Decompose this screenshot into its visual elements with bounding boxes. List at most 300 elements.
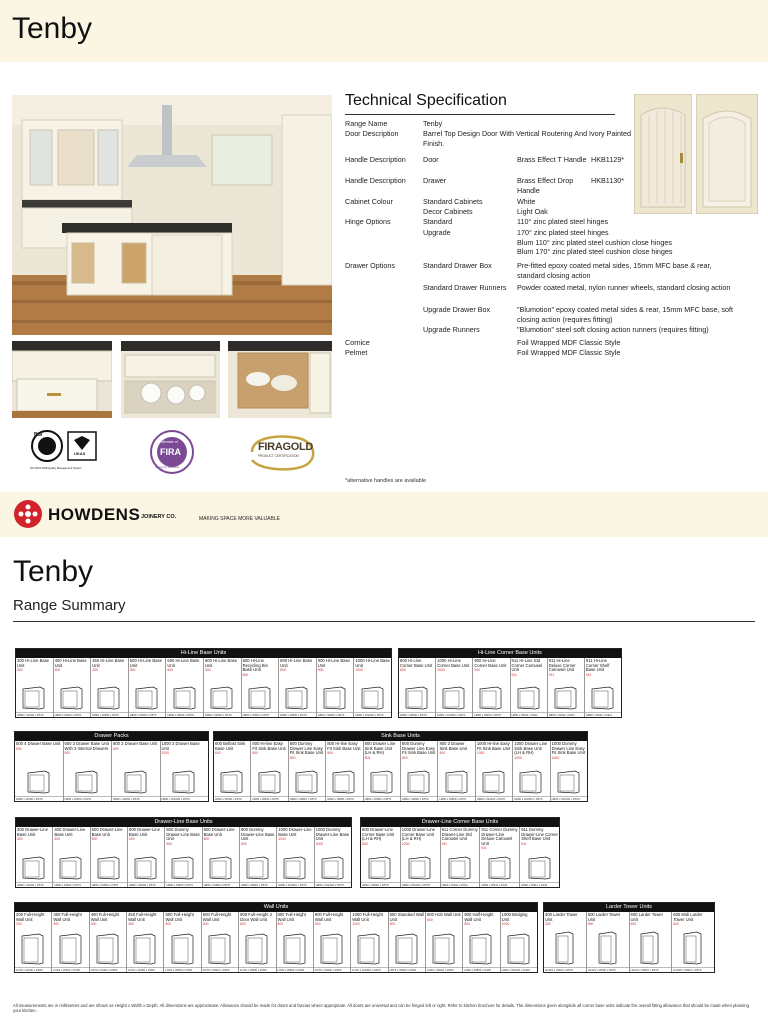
unit-dimensions: H720 x W900 x D300 [314, 967, 350, 972]
unit-cell [204, 658, 242, 717]
unit-code: 800 [277, 922, 284, 927]
spec-label-6: Hinge Options [345, 217, 391, 226]
unit-dimensions: H890 x W911 x D911 [511, 712, 547, 717]
unit-name: 1000 Drawer Line Sink Base Unit (LH & RH) [514, 741, 548, 756]
unit-cell [242, 658, 280, 717]
unit-name: 600 3 Drawer Base Unit With 3 Internal Drawers [64, 741, 109, 751]
unit-drawing [210, 686, 234, 710]
unit-code: 900 [474, 668, 481, 673]
unit-code: 800 [439, 751, 446, 756]
unit-code: 600 [252, 751, 259, 756]
unit-code: 1000 [315, 841, 324, 846]
unit-name: 800 2 Drawer Base Unit [113, 741, 158, 746]
brand-sub: JOINERY CO. [141, 514, 177, 520]
unit-dimensions: H890 x W1000 x D570 [513, 796, 549, 801]
spec-col3-5: Light Oak [517, 207, 548, 216]
unit-drawing [469, 933, 493, 965]
fira-label: FIRA [160, 447, 181, 457]
spec-title: Technical Specification [345, 92, 507, 109]
unit-cell [90, 912, 127, 972]
unit-cell [128, 827, 165, 887]
group-2 [14, 731, 209, 802]
unit-dimensions: H890 x W800 x D570 [364, 796, 400, 801]
unit-code: 600 [673, 922, 679, 927]
unit-name: 600 Hi-Line Recycling Bin Base Unit [242, 658, 268, 673]
unit-name: 800 Dummy Drawer Line Easy Fit Sink Base Unit [289, 741, 324, 756]
unit-drawing [479, 686, 503, 710]
unit-dimensions: H890 x W500 x D570 [129, 712, 166, 717]
unit-cell [161, 741, 209, 801]
unit-cell [476, 741, 513, 801]
unit-name: 1000 Bridging Unit [501, 912, 528, 922]
unit-drawing [361, 686, 385, 710]
drawer-photo-1 [12, 341, 112, 418]
unit-code: 400 [54, 668, 61, 673]
unit-cell [436, 658, 473, 717]
unit-code: 1000 [161, 751, 170, 756]
unit-cell [16, 658, 54, 717]
unit-cell [426, 912, 463, 972]
unit-drawing [283, 856, 307, 880]
spec-col3-8: Pre-fitted epoxy coated metal sides, 15mm MFC base & rear, standard closing action [517, 261, 712, 280]
unit-dimensions: H890 x W800 x D570 [203, 882, 239, 887]
spec-col3-3: Brass Effect Drop Handle [517, 176, 574, 195]
group-title: Drawer-Line Base Units [16, 818, 351, 827]
spec-label-1: Door Description [345, 129, 399, 138]
unit-dimensions: H720 x W800 x D300 [277, 967, 313, 972]
unit-cell [438, 741, 475, 801]
spec-col2-5: Decor Cabinets [423, 207, 473, 216]
unit-cell [239, 912, 276, 972]
unit-cell [91, 658, 129, 717]
unit-code: 800 [280, 668, 286, 673]
unit-code: 1000 [501, 922, 510, 927]
unit-code: 800 [327, 751, 333, 756]
fira-member-label: Member of [161, 440, 178, 444]
unit-cell [166, 658, 204, 717]
unit-dimensions: H890 x W800 x D570 [361, 882, 400, 887]
unit-cell [544, 912, 587, 972]
unit-cell [127, 912, 164, 972]
unit-dimensions: H720 x W600 x D300 [202, 967, 238, 972]
unit-drawing [22, 686, 46, 710]
unit-code: 1000 [352, 922, 360, 927]
unit-code: 600 [204, 668, 211, 673]
group-5 [360, 817, 560, 888]
unit-code: 800 [362, 841, 368, 846]
bsi-label: BSI [34, 432, 43, 438]
unit-name: 600 Hi-line Easy Fit Sink Base Unit [252, 741, 286, 751]
unit-dimensions: H360 x W600 x D300 [426, 967, 462, 972]
unit-drawing [591, 686, 615, 710]
unit-name: 800 Dummy Drawer-Line Base Unit [240, 827, 275, 842]
unit-name: 300 Drawer-Line Base Unit [17, 827, 48, 837]
unit-name: 600 Larder Tower Unit [630, 912, 664, 922]
unit-cell [64, 741, 113, 801]
unit-name: 500 4 Drawer Base Unit [16, 741, 61, 746]
unit-name: 911 Hi-Line Std Corner Carousel Unit [511, 658, 543, 673]
spec-label-8: Drawer Options [345, 261, 395, 270]
unit-drawing [135, 686, 159, 710]
unit-code: 600 [202, 922, 209, 927]
unit-dimensions: H720 x W800 x D300 [239, 967, 275, 972]
group-title: Wall Units [15, 903, 537, 912]
unit-drawing [97, 856, 121, 880]
unit-cell [441, 827, 481, 887]
unit-cell [473, 658, 510, 717]
unit-drawing [246, 856, 270, 880]
unit-drawing [97, 686, 121, 710]
unit-dimensions: H360 x W800 x D300 [463, 967, 499, 972]
unit-code: 600 [167, 668, 174, 673]
unit-cell [165, 827, 202, 887]
unit-name: 800 Hi-Line Base Unit [280, 658, 313, 668]
spec-col2-9: Standard Drawer Runners [423, 283, 507, 292]
unit-dimensions: H890 x W900 x D570 [473, 712, 509, 717]
unit-name: 1000 Dummy Drawer Line Easy Fit Sink Base Unit [551, 741, 585, 756]
disclaimer: All measurements are in millimetres and are shown as Height x Width x Depth. All dimensions are approximate. Allowance should be made for doors and fascias where appropriate. All doors are universal and can be hinged left or right. Refer to kitchen brochure for details. The dimensions given alongside all corner base units indicate the overall fitting allowance that should be made when planning your kitchen. [13, 1003, 749, 1013]
unit-dimensions: H890 x W1000 x D570 [476, 796, 512, 801]
unit-name: 600 Hi-Line Base Unit [167, 658, 200, 668]
unit-name: 800 Full-Height Wall Unit [277, 912, 306, 922]
unit-dimensions: H2115 x W300 x D570 [544, 967, 586, 972]
firagold-logo [246, 430, 322, 474]
unit-cell [551, 741, 587, 801]
unit-dimensions: H890 x W1000 x D570 [354, 712, 391, 717]
unit-name: 1000 3 Drawer Base Unit [161, 741, 200, 751]
unit-code: 500 [166, 841, 172, 846]
unit-drawing [133, 933, 157, 965]
unit-cell [511, 658, 548, 717]
unit-dimensions: H890 x W300 x D570 [16, 712, 53, 717]
unit-dimensions: H890 x W911 x D911 [480, 882, 519, 887]
unit-dimensions: H890 x W1000 x D570 [551, 796, 587, 801]
unit-drawing [60, 686, 84, 710]
unit-code: 1000 [278, 837, 286, 842]
unit-dimensions: H890 x W450 x D570 [91, 712, 128, 717]
unit-dimensions: H890 x W911 x D911 [548, 712, 584, 717]
unit-cell [54, 658, 92, 717]
unit-code: 911 [585, 672, 592, 677]
unit-code: 500 [129, 668, 136, 673]
unit-drawing [482, 770, 506, 794]
unit-cell [587, 912, 630, 972]
unit-drawing [405, 686, 429, 710]
unit-drawing [283, 933, 307, 965]
unit-code: 911 [521, 841, 527, 846]
unit-name: 300 Larder Tower Unit [545, 912, 578, 922]
unit-dimensions: H890 x W1000 x D570 [161, 796, 209, 801]
unit-cell [240, 827, 277, 887]
unit-code: 911 [481, 846, 487, 851]
unit-code: 1000 [355, 668, 363, 673]
unit-dimensions: H2115 x W600 x D570 [630, 967, 672, 972]
unit-cell [277, 827, 314, 887]
unit-cell [399, 658, 436, 717]
unit-drawing [323, 686, 347, 710]
unit-cell [314, 912, 351, 972]
unit-dimensions: H890 x W800 x D570 [289, 796, 325, 801]
unit-cell [279, 658, 317, 717]
unit-code: 800 [402, 755, 408, 760]
unit-drawing [488, 856, 512, 880]
door-image-2 [696, 94, 758, 214]
unit-name: 1000 Hi-Line Base Unit [355, 658, 390, 668]
spec-col2-7: Upgrade [423, 228, 451, 237]
unit-code: 900 [314, 922, 321, 927]
unit-cell [361, 827, 401, 887]
unit-code: 300 [545, 922, 551, 927]
unit-drawing [172, 770, 196, 794]
unit-drawing [407, 770, 431, 794]
unit-drawing [245, 933, 269, 965]
unit-name: 400 Drawer-Line Base Unit [54, 827, 86, 837]
unit-name: 500 Standard Wall Unit [389, 912, 424, 922]
unit-dimensions: H720 x W450 x D300 [127, 967, 163, 972]
unit-drawing [598, 931, 618, 965]
unit-drawing [22, 856, 46, 880]
unit-code: 800 [240, 922, 246, 927]
unit-name: 800 Drawer Line Sink Base Unit (LH & RH) [364, 741, 396, 756]
spec-label-3: Handle Description [345, 176, 406, 185]
unit-drawing [21, 933, 45, 965]
section-title: Tenby [13, 555, 94, 588]
group-title: Hi-Line Corner Base Units [399, 649, 621, 658]
unit-drawing [370, 770, 394, 794]
unit-drawing [124, 770, 148, 794]
unit-dimensions: H720 x W300 x D300 [52, 967, 88, 972]
group-title: Sink Base Units [214, 732, 587, 741]
unit-drawing [445, 770, 469, 794]
spec-col2-8: Standard Drawer Box [423, 261, 492, 270]
unit-drawing [96, 933, 120, 965]
spec-col2-4: Standard Cabinets [423, 197, 483, 206]
unit-name: 800 2 Drawer Sink Base Unit [439, 741, 467, 751]
spec-label-4: Cabinet Colour [345, 197, 393, 206]
unit-code: 800 [464, 922, 470, 927]
unit-code: 800 [289, 755, 296, 760]
unit-dimensions: H890 x W900 x D570 [317, 712, 354, 717]
unit-cell [15, 912, 52, 972]
spec-label-13: Pelmet [345, 348, 368, 357]
unit-dimensions: H890 x W1000 x D570 [436, 712, 472, 717]
brand-name: HOWDENS [48, 505, 141, 524]
unit-drawing [295, 770, 319, 794]
spec-footnote: *alternative handles are available [345, 478, 427, 484]
spec-col3-10: "Blumotion" epoxy coated metal sides & rear, 15mm MFC base, soft closing action (requires fitting) [517, 305, 734, 324]
group-title: Larder Tower Units [544, 903, 714, 912]
unit-dimensions: H890 x W400 x D570 [54, 712, 91, 717]
unit-name: 500 Full-Height Wall Unit [165, 912, 194, 922]
spec-col2-2: Door [423, 155, 439, 164]
unit-code: 1000 [437, 668, 445, 673]
unit-code: 300 [17, 668, 23, 673]
unit-drawing [640, 931, 660, 965]
unit-dimensions: H890 x W600 x D570 [64, 796, 112, 801]
unit-drawing [368, 856, 392, 880]
spec-col2-1: Barrel Top Design Door With Vertical Routering And Ivory Painted Finish. [423, 129, 632, 148]
unit-drawing [220, 770, 244, 794]
unit-code: 500 [389, 922, 396, 927]
unit-code: 1000 [476, 751, 485, 756]
bsi-ukas-logo [30, 428, 100, 474]
unit-code: 911 [548, 672, 555, 677]
unit-cell [354, 658, 391, 717]
unit-name: 1000 Drawer-Line Base Unit [278, 827, 312, 837]
unit-name: 400 Full-Height Wall Unit [90, 912, 120, 922]
unit-drawing [517, 686, 541, 710]
drawer-photo-3 [228, 341, 332, 418]
spec-label-0: Range Name [345, 119, 388, 128]
unit-name: 800 Hi-Line Corner Base Unit [400, 658, 433, 668]
unit-name: 800 Drawer-Line Corner Base Unit (LH & RH) [362, 827, 395, 842]
range-summary-title: Range Summary [13, 597, 126, 614]
fira-ring-label: raising the standards [155, 466, 180, 469]
unit-name: 911 Dummy Drawer-Line Corner Shelf Base Unit [521, 827, 558, 842]
unit-drawing [171, 856, 195, 880]
unit-name: 500 Hi-Line Base Unit [129, 658, 162, 668]
unit-dimensions: H890 x W911 x D911 [441, 882, 480, 887]
spec-col2-10: Upgrade Drawer Box [423, 305, 491, 314]
unit-dimensions: H890 x W500 x D570 [165, 882, 201, 887]
unit-name: 300 Hi-Line Base Unit [17, 658, 50, 668]
unit-drawing [320, 933, 344, 965]
unit-name: 900 Full-Height Wall Unit [314, 912, 344, 922]
spec-col2-3: Drawer [423, 176, 447, 185]
spec-col3-9: Powder coated metal, nylon runner wheels, standard closing action [517, 283, 731, 292]
unit-code: 1000 [551, 755, 560, 760]
unit-dimensions: H890 x W800 x D570 [438, 796, 474, 801]
unit-cell [364, 741, 401, 801]
door-image-1 [634, 94, 692, 214]
unit-name: 900 Hi-Line Base Unit [317, 658, 350, 668]
unit-drawing [432, 933, 456, 965]
group-3 [213, 731, 588, 802]
unit-cell [401, 741, 438, 801]
unit-cell [52, 912, 89, 972]
spec-col2-6: Standard [423, 217, 453, 226]
unit-dimensions: H720 x W400 x D300 [90, 967, 126, 972]
unit-code: 450 [92, 668, 98, 673]
unit-code: 600 [215, 751, 221, 756]
unit-code: 900 [317, 668, 324, 673]
unit-drawing [442, 686, 466, 710]
unit-drawing [555, 931, 575, 965]
unit-name: 450 Full-Height Wall Unit [128, 912, 157, 922]
unit-dimensions: H890 x W500 x D570 [91, 882, 127, 887]
unit-dimensions: H890 x W911 x D911 [585, 712, 621, 717]
unit-drawing [208, 933, 232, 965]
unit-dimensions: H890 x W600 x D570 [166, 712, 203, 717]
unit-drawing [519, 770, 543, 794]
unit-drawing [59, 933, 83, 965]
unit-dimensions: H890 x W600 x D570 [128, 882, 164, 887]
unit-code: 800 [240, 841, 247, 846]
unit-name: 911 Corner Dummy Drawer-Line Deluxe Carousel Unit [481, 827, 518, 846]
unit-drawing [248, 686, 272, 710]
unit-drawing [209, 856, 233, 880]
unit-name: 500 Larder Tower Unit [587, 912, 621, 922]
unit-name: 500 Drawer-Line Base Unit [91, 827, 123, 837]
unit-drawing [408, 856, 432, 880]
unit-dimensions: H720 x W1000 x D300 [351, 967, 387, 972]
unit-cell [202, 912, 239, 972]
unit-code: 911 [511, 672, 517, 677]
unit-code: 200 [16, 922, 22, 927]
unit-dimensions: H890 x W600 x D570 [242, 712, 279, 717]
header-band [0, 0, 768, 62]
unit-dimensions: H890 x W800 x D570 [279, 712, 316, 717]
unit-name: 1000 Full-Height Wall Unit [352, 912, 383, 922]
unit-dimensions: H890 x W600 x D570 [251, 796, 287, 801]
unit-name: 600 Belfast Sink Base Unit [215, 741, 246, 751]
unit-code: 600 [630, 922, 637, 927]
brand-tagline: MAKING SPACE MORE VALUABLE [199, 516, 280, 522]
unit-name: 1000 Drawer-Line Corner Base Unit (LH & RH) [401, 827, 436, 842]
unit-code: 600 [242, 672, 249, 677]
unit-name: 1000 Hi-line Easy Fit Sink Base Unit [476, 741, 511, 751]
unit-name: 1000 Hi-Line Corner Base Unit [437, 658, 470, 668]
unit-drawing [507, 933, 531, 965]
range-summary-divider [13, 621, 755, 622]
unit-cell [548, 658, 585, 717]
unit-drawing [332, 770, 356, 794]
unit-dimensions: H890 x W800 x D570 [240, 882, 276, 887]
unit-dimensions: H575 x W500 x D300 [389, 967, 425, 972]
drawer-photo-2 [121, 341, 220, 418]
unit-drawing [75, 770, 99, 794]
howdens-emblem [13, 499, 43, 529]
unit-name: 911 Hi-Line Deluxe Corner Carousel Unit [548, 658, 576, 673]
unit-dimensions: H890 x W1000 x D570 [277, 882, 313, 887]
unit-drawing [173, 686, 197, 710]
unit-dimensions: H720 x W200 x D300 [15, 967, 51, 972]
unit-name: 600 Hi-Line Base Unit [204, 658, 238, 668]
unit-code: 600 [128, 837, 135, 842]
spec-col3-11: "Blumotion" steel soft closing action runners (requires fitting) [517, 325, 709, 334]
unit-code: 911 [441, 841, 447, 846]
spec-col3-2: Brass Effect T Handle [517, 155, 587, 164]
unit-name: 800 Half-Height Wall Unit [464, 912, 494, 922]
unit-cell [289, 741, 326, 801]
unit-cell [251, 741, 288, 801]
spec-divider [345, 114, 615, 115]
unit-dimensions: H890 x W1000 x D570 [315, 882, 351, 887]
ukas-label: UKAS [74, 451, 86, 456]
unit-dimensions: H890 x W800 x D570 [401, 796, 437, 801]
unit-dimensions: H890 x W800 x D570 [112, 796, 160, 801]
unit-name: 911 Corner Dummy Drawer-Line Std Carousel Unit [441, 827, 478, 842]
unit-code: 500 [16, 746, 22, 751]
spec-col4-2: HKB1129* [591, 155, 625, 164]
unit-drawing [27, 770, 51, 794]
unit-drawing [134, 856, 158, 880]
spec-label-2: Handle Description [345, 155, 406, 164]
unit-code: 600 [426, 917, 433, 922]
unit-cell [389, 912, 426, 972]
spec-col2-0: Tenby [423, 119, 443, 128]
unit-code: 800 [203, 837, 210, 842]
spec-col3-7: 170° zinc plated steel hinges Blum 110° zinc plated steel cushion close hinges Blum 170° zinc plated steel cushion close hinges [517, 228, 673, 257]
unit-drawing [171, 933, 195, 965]
unit-dimensions: H890 x W800 x D570 [399, 712, 435, 717]
unit-drawing [448, 856, 472, 880]
page-title: Tenby [12, 12, 93, 45]
unit-cell [585, 658, 621, 717]
unit-drawing [395, 933, 419, 965]
unit-name: 300 Full-Height Wall Unit [53, 912, 82, 922]
spec-col3-4: White [517, 197, 536, 206]
